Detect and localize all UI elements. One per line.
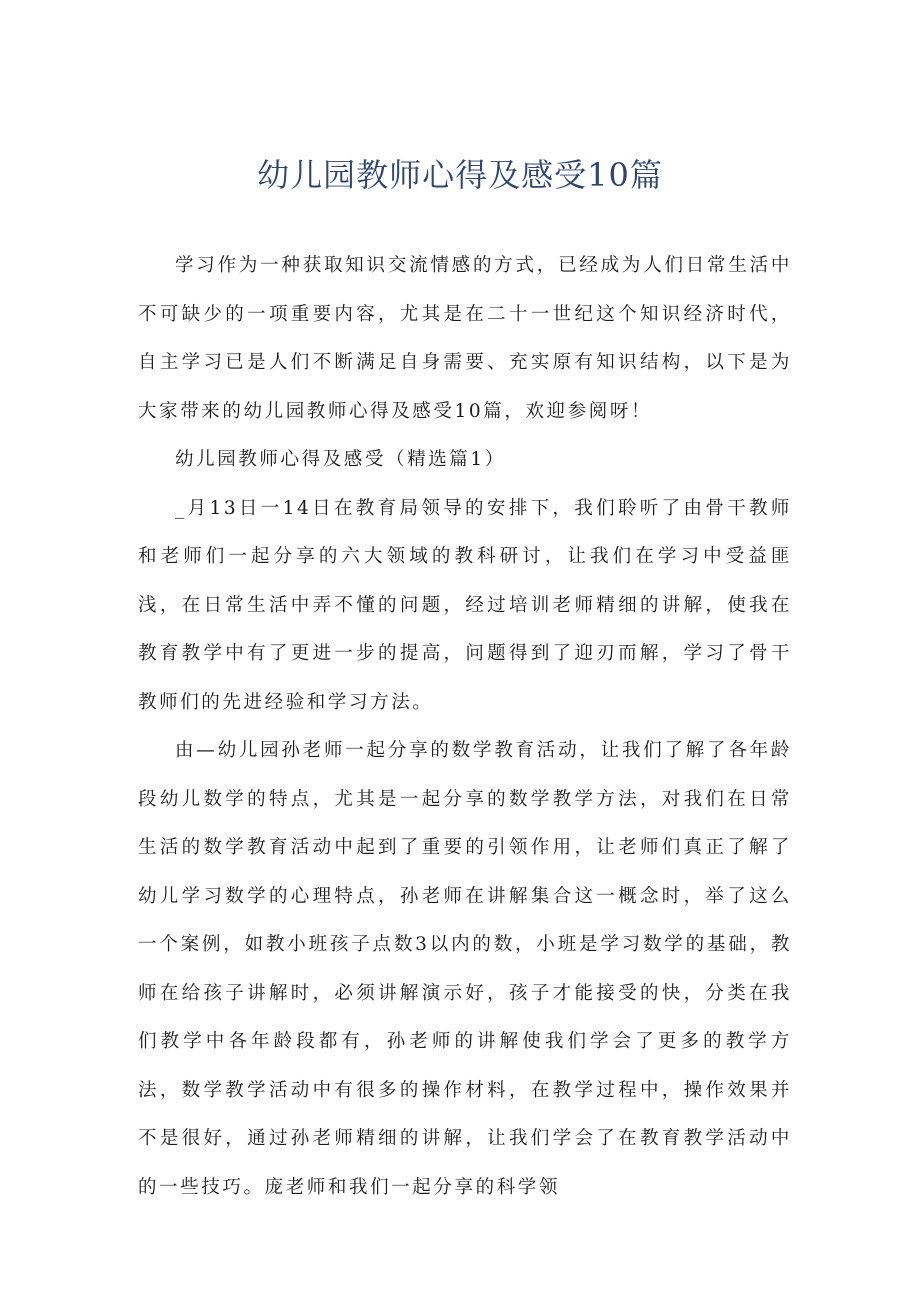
document-title: 幼儿园教师心得及感受10篇	[257, 156, 663, 194]
section-heading: 幼儿园教师心得及感受（精选篇1）	[175, 449, 506, 470]
document-body	[138, 242, 792, 1212]
body-paragraph: _月13日一14日在教育局领导的安排下，我们聆听了由骨干教师和老师们一起分享的六大领域的教科研讨，让我们在学习中受益匪浅，在日常生活中弄不懂的问题，经过培训老师精细的讲解，使我在教育教学中有了更进一步的提高，问题得到了迎刃而解，学习了骨干教师们的先进经验和学习方法。	[138, 497, 792, 713]
body-paragraph: 由—幼儿园孙老师一起分享的数学教育活动，让我们了解了各年龄段幼儿数学的特点，尤其是一起分享的数学教学方法，对我们在日常生活的数学教育活动中起到了重要的引领作用，让老师们真正了解了幼儿学习数学的心理特点，孙老师在讲解集合这一概念时，举了这么一个案例，如教小班孩子点数3以内的数，小班是学习数学的基础，教师在给孩子讲解时，必须讲解演示好，孩子才能接受的快，分类在我们教学中各年龄段都有，孙老师的讲解使我们学会了更多的教学方法，数学教学活动中有很多的操作材料，在教学过程中，操作效果并不是很好，通过孙老师精细的讲解，让我们学会了在教育教学活动中的一些技巧。庞老师和我们一起分享的科学领	[138, 740, 792, 1198]
intro-paragraph: 学习作为一种获取知识交流情感的方式，已经成为人们日常生活中不可缺少的一项重要内容，尤其是在二十一世纪这个知识经济时代，自主学习已是人们不断满足自身需要、充实原有知识结构，以下是为大家带来的幼儿园教师心得及感受10篇，欢迎参阅呀！	[138, 255, 792, 422]
